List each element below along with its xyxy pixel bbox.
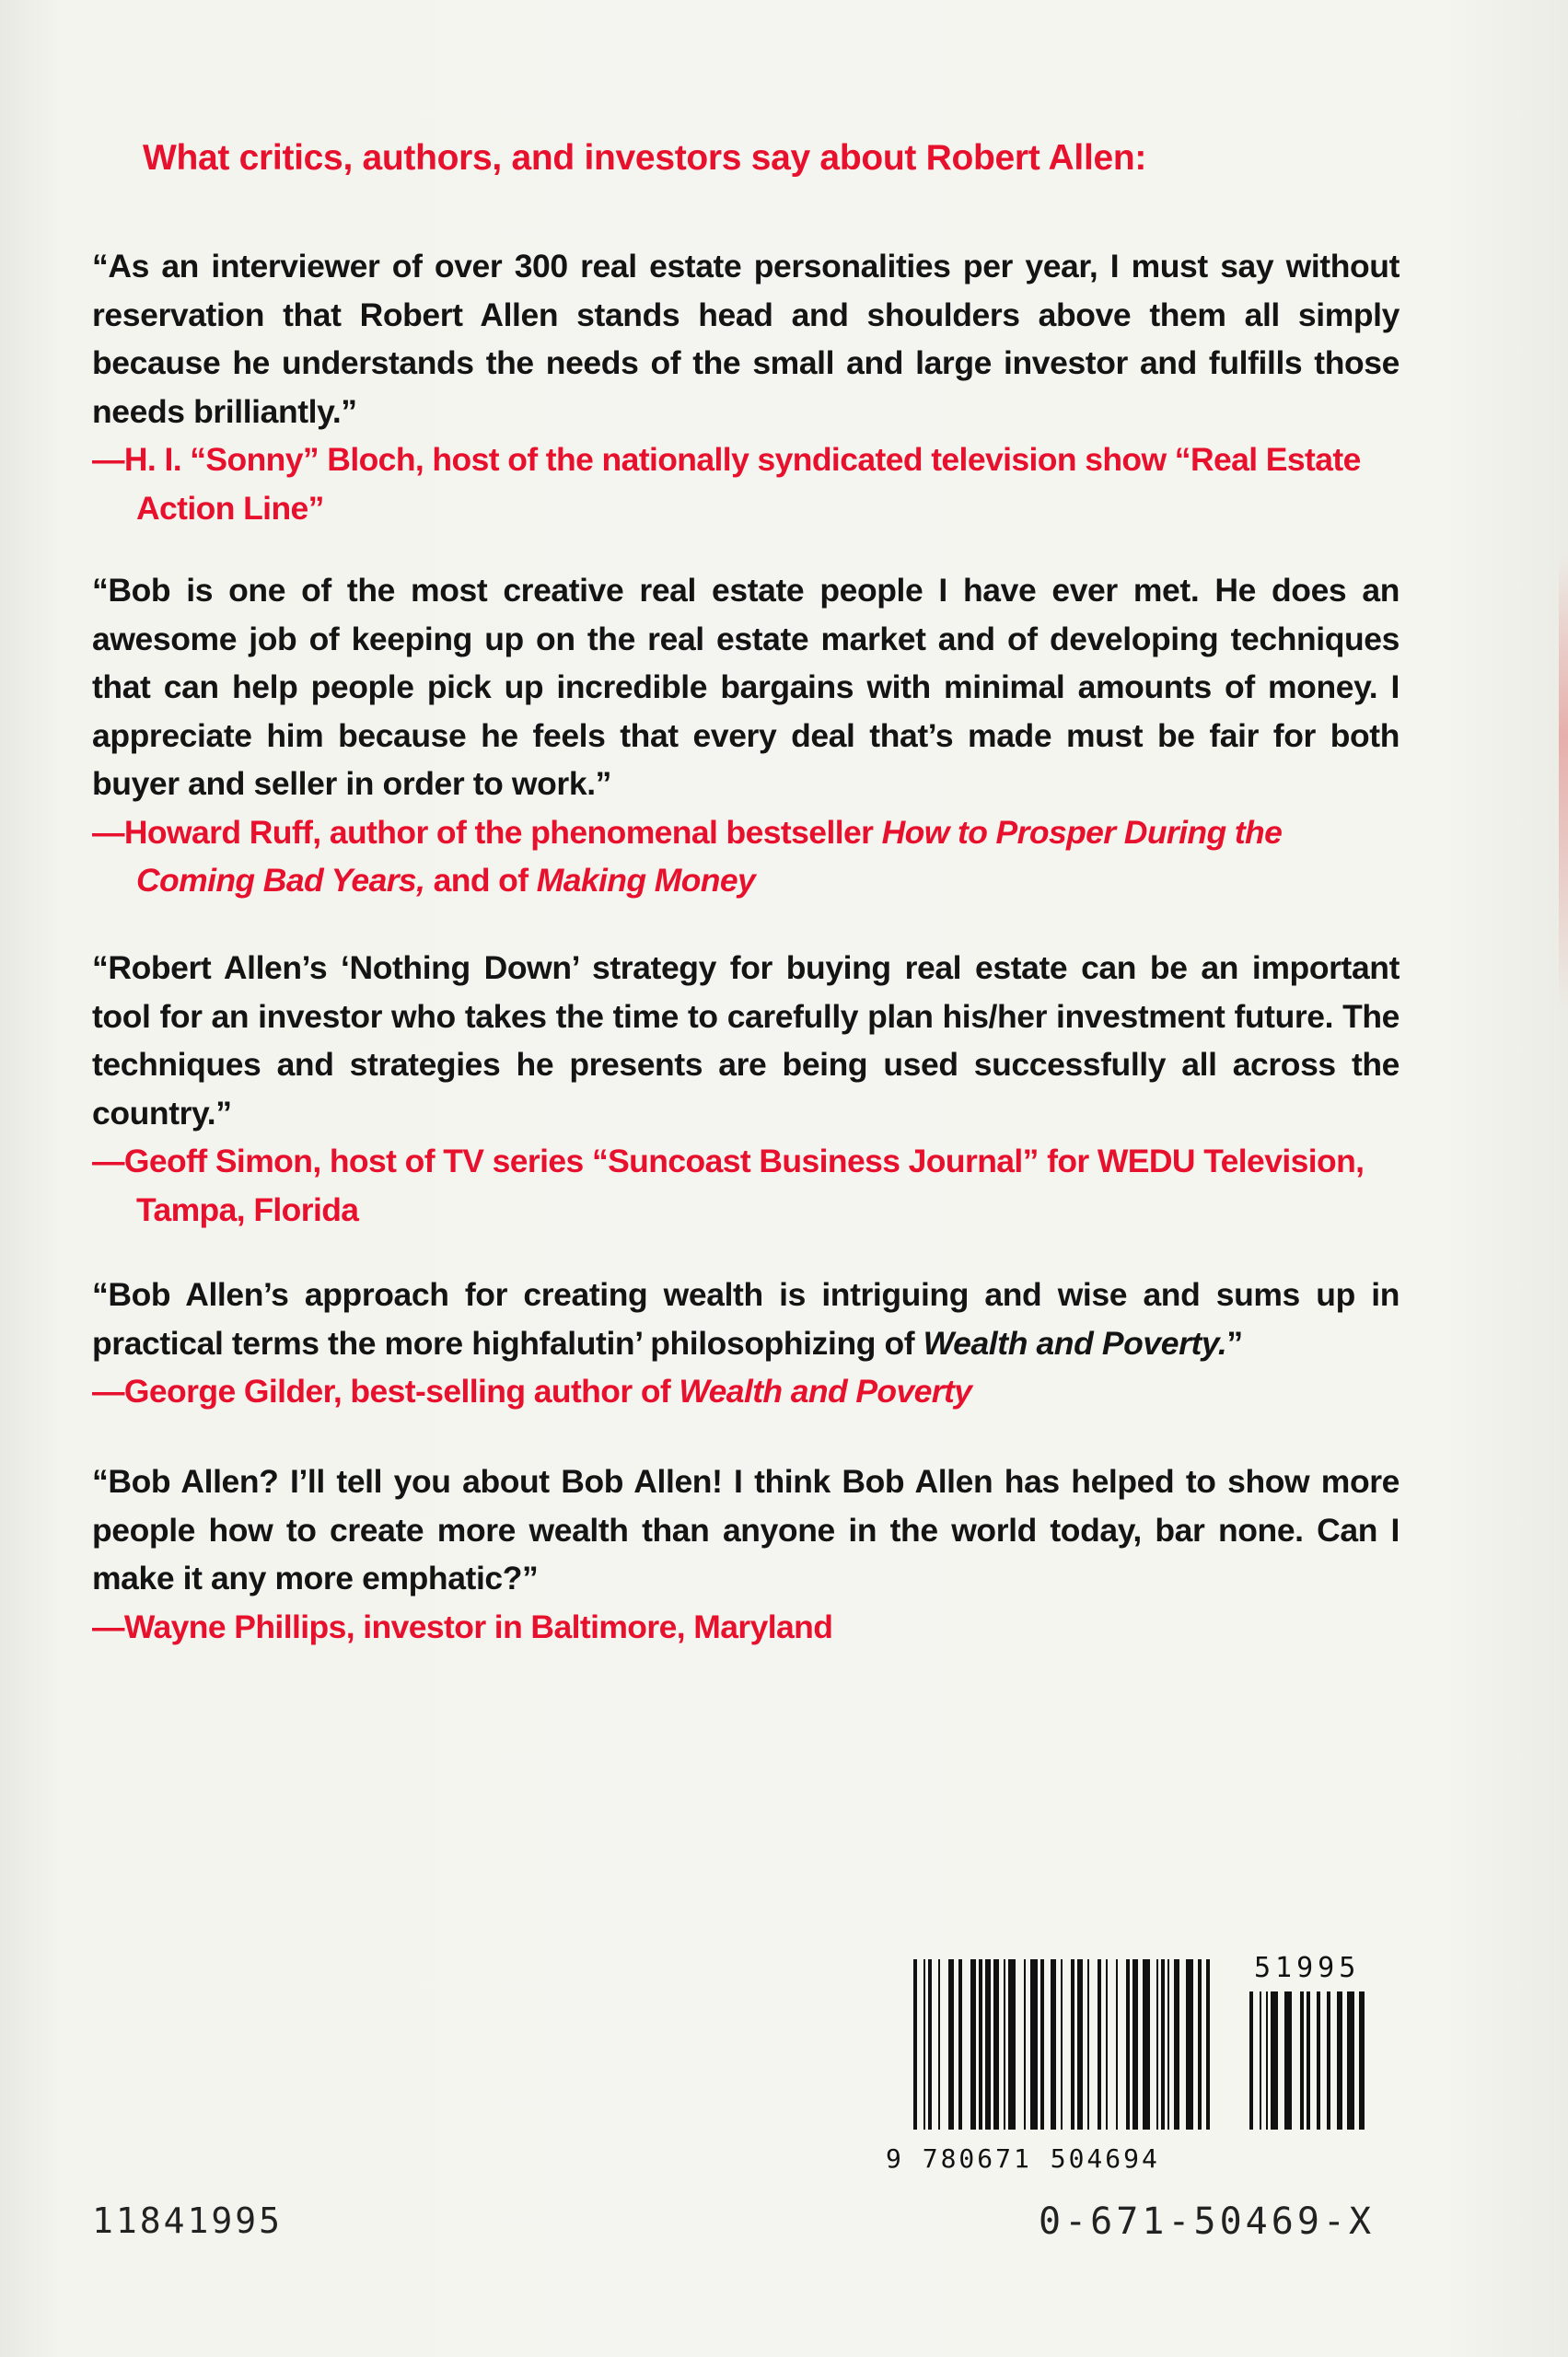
testimonial-attribution (92, 808, 1400, 905)
barcode-bar (938, 1959, 940, 2130)
catalog-code: 11841995 (92, 2200, 284, 2241)
testimonial-attribution (92, 1367, 1400, 1416)
barcode-bar (1284, 1991, 1292, 2130)
barcode-bar (1040, 1959, 1044, 2130)
barcode-bar (913, 1959, 917, 2130)
barcode-bar (1266, 1991, 1268, 2130)
barcode-bar (993, 1959, 999, 2130)
barcode-bar (1327, 1991, 1330, 2130)
quote-prefix: “Bob Allen’s approach for creating wealth is intriguing and wise and sums up in practical terms the more highfalutin’ philosophizing of (92, 1276, 1400, 1362)
barcode-bar (1317, 1991, 1320, 2130)
price-code: 51995 (1254, 1952, 1361, 1984)
isbn-barcode (886, 1950, 1365, 2180)
barcode-bar (979, 1959, 982, 2130)
testimonial-quote: “Robert Allen’s ‘Nothing Down’ strategy for buying real estate can be an important tool for an investor who takes the time to carefully plan his/her investment future. The techniques and strategies he presents are being used successfully all across the country.” (92, 949, 1400, 1132)
barcode-bar (1161, 1959, 1165, 2130)
barcode-bar (1186, 1959, 1193, 2130)
barcode-bar (1061, 1959, 1063, 2130)
book-title: How to Prosper During the Coming Bad Years, (136, 813, 1283, 899)
price-addon-barcode (1249, 1991, 1365, 2130)
testimonial-attribution: —H. I. “Sonny” Bloch, host of the nationally syndicated television show “Real Estate Action Line” (92, 441, 1361, 527)
barcode-bar (1116, 1959, 1118, 2130)
barcode-digits: 9 780671 504694 (886, 2143, 1160, 2174)
testimonial-george-gilder (92, 1271, 1400, 1416)
testimonial-geoff-simon (92, 944, 1400, 1234)
barcode-bar (1174, 1959, 1179, 2130)
main-barcode (913, 1959, 1210, 2130)
barcode-bar (1106, 1959, 1108, 2130)
testimonial-attribution: —Geoff Simon, host of TV series “Suncoast Business Journal” for WEDU Television, Tampa, Florida (92, 1143, 1365, 1228)
barcode-bar (1024, 1959, 1026, 2130)
barcode-bar (1051, 1959, 1056, 2130)
barcode-bar (1260, 1991, 1261, 2130)
isbn-number: 0-671-50469-X (1039, 2200, 1376, 2243)
barcode-bar (1071, 1959, 1074, 2130)
barcode-bar (1126, 1959, 1130, 2130)
barcode-bar (1167, 1959, 1169, 2130)
barcode-bar (1300, 1991, 1304, 2130)
barcode-bar (1249, 1991, 1253, 2130)
spine-edge (1559, 552, 1568, 1013)
testimonial-sonny-bloch (92, 242, 1400, 532)
barcode-bar (1359, 1991, 1365, 2130)
testimonial-howard-ruff (92, 566, 1400, 905)
testimonial-attribution: —Wayne Phillips, investor in Baltimore, Maryland (92, 1608, 833, 1645)
barcode-bar (1143, 1959, 1150, 2130)
barcode-bar (970, 1959, 976, 2130)
barcode-bar (1198, 1959, 1202, 2130)
barcode-bar (1347, 1991, 1354, 2130)
testimonial-quote: “Bob is one of the most creative real estate people I have ever met. He does an awesome job of keeping up on the real estate market and of developing techniques that can help people pick up incredible bargains with minimal amounts of money. I appreciate him because he feels that every deal that’s made must be fair for both buyer and seller in order to work.” (92, 572, 1400, 802)
barcode-bar (1307, 1991, 1310, 2130)
quote-suffix: ” (1226, 1324, 1243, 1362)
barcode-bar (1271, 1991, 1278, 2130)
barcode-bar (1004, 1959, 1005, 2130)
testimonial-quote (92, 1271, 1400, 1367)
barcode-bar (928, 1959, 932, 2130)
barcode-bar (985, 1959, 991, 2130)
book-title: Making Money (536, 862, 756, 899)
barcode-bar (958, 1959, 962, 2130)
testimonial-quote: “As an interviewer of over 300 real estate personalities per year, I must say without reservation that Robert Allen stands head and shoulders above them all simply because he understands the needs of the small and large investor and fulfills those needs brilliantly.” (92, 248, 1400, 430)
book-title: Wealth and Poverty (679, 1373, 972, 1410)
barcode-bar (1206, 1959, 1210, 2130)
attribution-mid: and of (424, 862, 537, 899)
barcode-bar (1132, 1959, 1138, 2130)
barcode-bar (1098, 1959, 1101, 2130)
barcode-bar (1087, 1959, 1089, 2130)
testimonial-wayne-phillips (92, 1457, 1400, 1651)
barcode-bar (1077, 1959, 1083, 2130)
book-title: Wealth and Poverty. (923, 1324, 1227, 1362)
barcode-bar (1156, 1959, 1158, 2130)
attribution-prefix: —George Gilder, best-selling author of (92, 1373, 679, 1410)
barcode-bar (1337, 1991, 1342, 2130)
attribution-prefix: —Howard Ruff, author of the phenomenal bestseller (92, 813, 882, 851)
testimonial-quote: “Bob Allen? I’ll tell you about Bob Allen! I think Bob Allen has helped to show more people how to create more wealth than anyone in the world today, bar none. Can I make it any more emphatic?” (92, 1463, 1400, 1596)
barcode-bar (1008, 1959, 1016, 2130)
barcode-bar (948, 1959, 954, 2130)
barcode-bar (923, 1959, 925, 2130)
barcode-bar (1030, 1959, 1038, 2130)
page-heading: What critics, authors, and investors say about Robert Allen: (143, 138, 1147, 178)
